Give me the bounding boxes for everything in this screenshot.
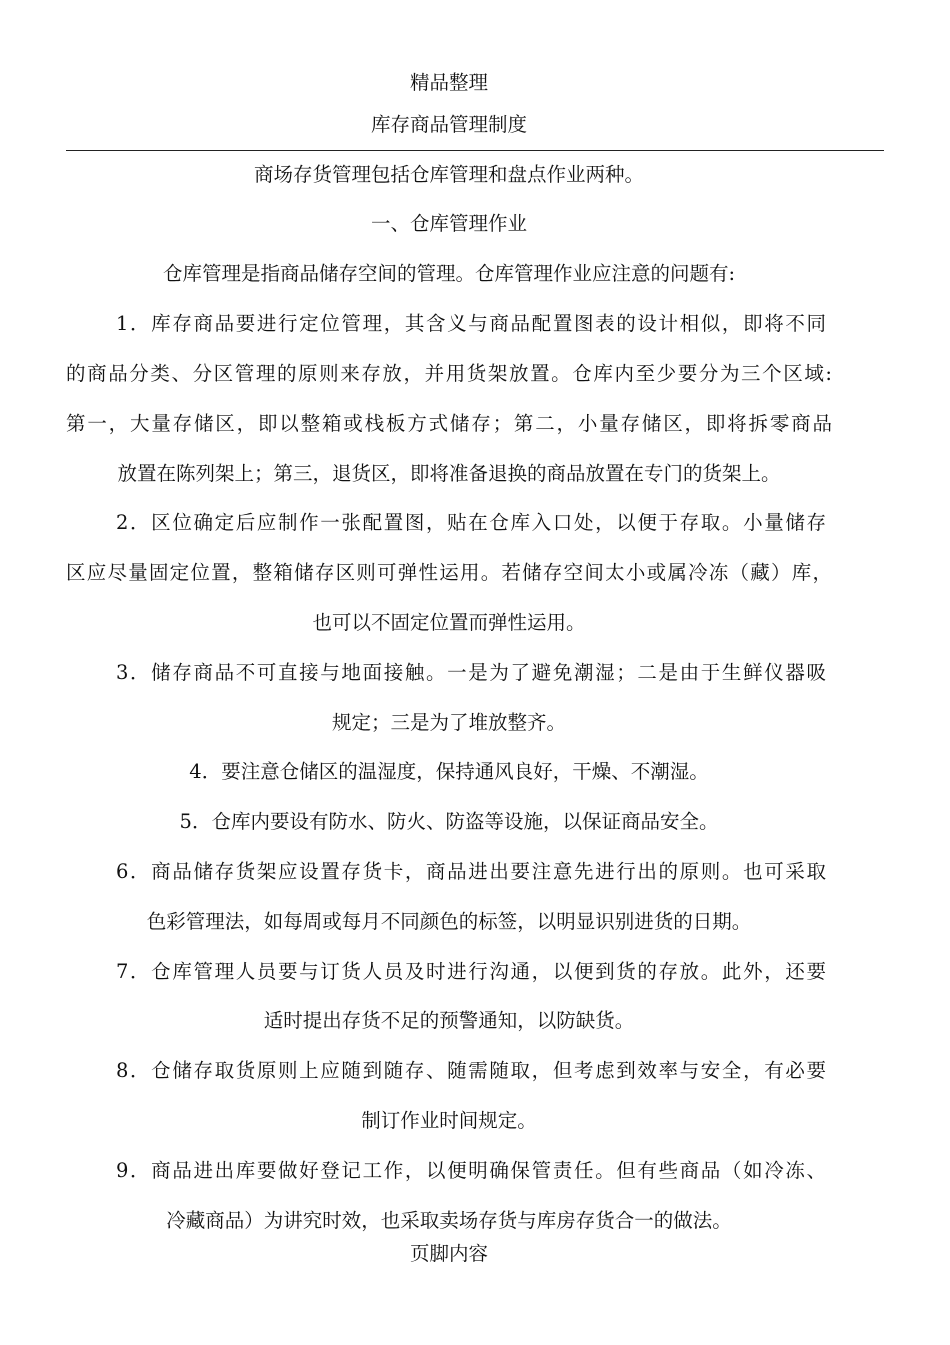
item-4: 4．要注意仓储区的温湿度，保持通风良好，干燥、不潮湿。 xyxy=(189,760,709,783)
item-7-line-1: 7．仓库管理人员要与订货人员及时进行沟通，以便到货的存放。此外，还要 xyxy=(116,960,826,983)
item-8-line-2: 制订作业时间规定。 xyxy=(361,1109,537,1132)
item-1-line-2: 的商品分类、分区管理的原则来存放，并用货架放置。仓库内至少要分为三个区域: xyxy=(66,362,832,385)
section-lead: 仓库管理是指商品储存空间的管理。仓库管理作业应注意的问题有: xyxy=(162,262,736,285)
item-1-line-3: 第一，大量存储区，即以整箱或栈板方式储存；第二，小量存储区，即将拆零商品 xyxy=(66,412,832,435)
item-9-line-1: 9．商品进出库要做好登记工作，以便明确保管责任。但有些商品（如冷冻、 xyxy=(116,1159,826,1182)
item-7-line-2: 适时提出存货不足的预警通知，以防缺货。 xyxy=(263,1009,635,1032)
doc-title: 精品整理 xyxy=(409,71,488,94)
item-6-line-1: 6．商品储存货架应设置存货卡，商品进出要注意先进行出的原则。也可采取 xyxy=(116,860,826,883)
item-1-line-4: 放置在陈列架上；第三，退货区，即将准备退换的商品放置在专门的货架上。 xyxy=(117,462,781,485)
intro-paragraph: 商场存货管理包括仓库管理和盘点作业两种。 xyxy=(253,163,644,186)
item-6-line-2: 色彩管理法，如每周或每月不同颜色的标签，以明显识别进货的日期。 xyxy=(146,910,752,933)
section-heading: 一、仓库管理作业 xyxy=(370,212,527,235)
page-footer: 页脚内容 xyxy=(409,1242,488,1265)
item-5: 5．仓库内要设有防水、防火、防盗等设施，以保证商品安全。 xyxy=(179,810,719,833)
header-divider xyxy=(66,150,884,151)
doc-subtitle: 库存商品管理制度 xyxy=(370,113,527,136)
item-9-line-2: 冷藏商品）为讲究时效，也采取卖场存货与库房存货合一的做法。 xyxy=(166,1209,732,1232)
item-3-line-2: 规定；三是为了堆放整齐。 xyxy=(331,711,566,734)
item-2-line-2: 区应尽量固定位置，整箱储存区则可弹性运用。若储存空间太小或属冷冻（藏）库， xyxy=(66,561,832,584)
item-2-line-1: 2．区位确定后应制作一张配置图，贴在仓库入口处，以便于存取。小量储存 xyxy=(116,511,826,534)
item-2-line-3: 也可以不固定位置而弹性运用。 xyxy=(312,611,586,634)
item-1-line-1: 1．库存商品要进行定位管理，其含义与商品配置图表的设计相似，即将不同 xyxy=(116,312,826,335)
item-3-line-1: 3．储存商品不可直接与地面接触。一是为了避免潮湿；二是由于生鲜仪器吸 xyxy=(116,661,826,684)
item-8-line-1: 8．仓储存取货原则上应随到随存、随需随取，但考虑到效率与安全，有必要 xyxy=(116,1059,826,1082)
